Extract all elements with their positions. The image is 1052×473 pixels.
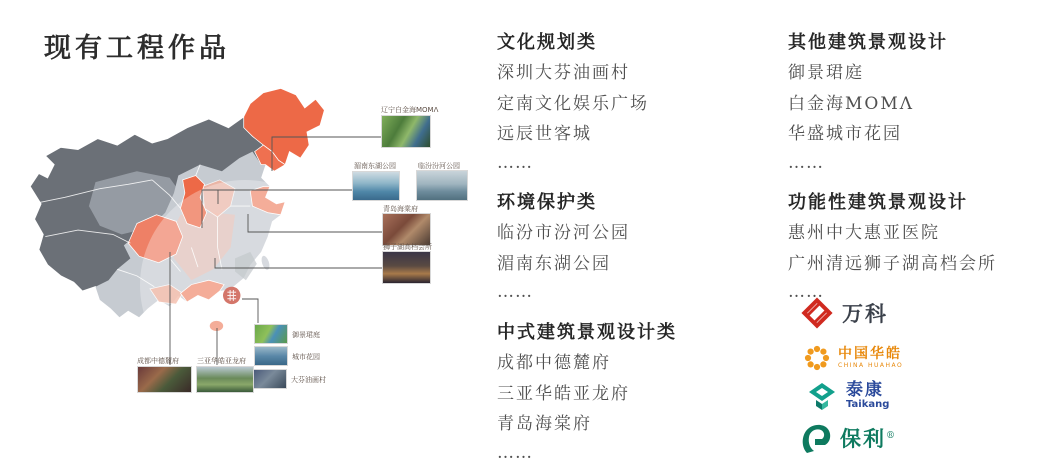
logo-poly [798,420,897,456]
poly-logo-icon [798,420,834,456]
list-item: 华盛城市花园 [788,124,902,144]
list-item: 远辰世客城 [497,124,592,144]
poly-logo-text: 保利® [840,426,897,451]
section-other-design [788,28,1052,176]
map-thumbnail-label: 大芬油画村 [291,376,326,384]
map-thumbnail-label: 临汾汾河公园 [418,162,460,170]
vanke-logo-icon [800,296,834,330]
taikang-logo-subtitle: Taikang [846,399,890,410]
list-item: 深圳大芬油画村 [497,63,630,83]
list-item: 成都中德麓府 [497,353,611,373]
logo-huahao [803,344,903,372]
map-thumbnail-chengdu [137,366,192,393]
map-thumbnail-clubhouse-night [382,251,431,284]
map-thumbnail-label: 狮子湖高档会所 [383,243,432,251]
ellipsis: …… [788,282,824,302]
list-item: 广州清远狮子湖高档会所 [788,253,997,274]
huahao-logo-subtitle: CHINA HUAHAO [838,362,904,369]
section-header: 文化规划类 [497,32,597,53]
ellipsis: …… [497,282,533,302]
list-item: 白金海MOMΛ [788,93,915,114]
huahao-logo-text: 中国华皓 [838,346,902,362]
list-item: 三亚华皓亚龙府 [497,383,630,404]
logo-taikang [806,381,889,411]
section-header: 环境保护类 [497,192,597,213]
list-item: 青岛海棠府 [497,414,592,434]
logo-vanke [800,296,888,330]
map-thumbnail-dafen-village [253,369,287,389]
map-thumbnail-liaoning-moma [381,115,431,148]
list-item: 湄南东湖公园 [497,253,611,274]
section-header: 中式建筑景观设计类 [497,322,677,343]
section-header: 其他建筑景观设计 [788,32,948,53]
section-header: 功能性建筑景观设计 [788,192,968,213]
map-thumbnail-qingdao [382,213,431,246]
ellipsis: …… [497,442,533,463]
taikang-logo-text: 泰康 [846,380,884,400]
list-item: 御景珺庭 [788,63,864,83]
ellipsis: …… [497,152,533,173]
list-item: 临汾市汾河公园 [497,223,630,243]
map-thumbnail-label: 城市花园 [292,353,320,361]
section-chinese-style [497,318,777,466]
section-environment [497,188,777,305]
china-map [0,0,520,473]
registered-mark: ® [886,431,897,441]
map-thumbnail-yujing-aerial [254,324,288,344]
list-item: 惠州中大惠亚医院 [788,223,940,243]
map-thumbnail-label: 湄南东湖公园 [354,162,396,170]
map-thumbnail-linfen-bridge [416,170,468,201]
map-thumbnail-label: 三亚华皓亚龙府 [197,357,246,365]
list-item: 定南文化娱乐广场 [497,93,649,114]
vanke-logo-text: 万科 [842,301,888,326]
taikang-logo-icon [806,381,838,411]
map-thumbnail-meinan-lake [352,171,400,201]
map-thumbnail-sanya [196,366,254,393]
page-title: 现有工程作品 [44,33,230,64]
ellipsis: …… [788,152,824,173]
section-functional-design [788,188,1052,305]
huahao-logo-icon [803,344,831,372]
map-thumbnail-city-garden [254,346,288,366]
map-thumbnail-label: 辽宁白金海MOMΛ [381,106,439,114]
map-thumbnail-label: 青岛海棠府 [383,205,418,213]
map-thumbnail-label: 成都中德麓府 [137,357,179,365]
map-thumbnail-label: 御景珺庭 [292,331,320,339]
section-culture-planning [497,28,777,176]
